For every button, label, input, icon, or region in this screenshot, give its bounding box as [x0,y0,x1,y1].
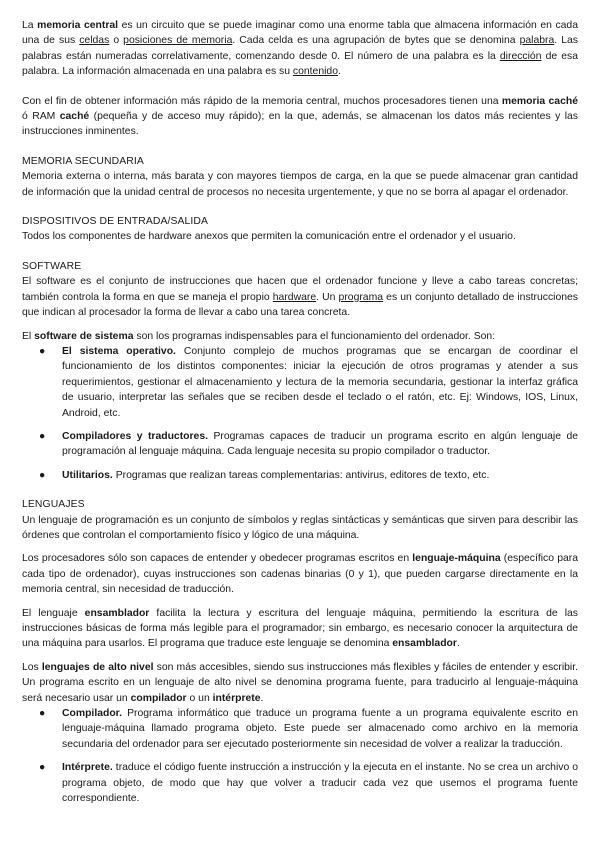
list-item-compilador [22,706,578,752]
bullet-icon: ● [39,345,46,357]
ensamblador-paragraph [22,606,578,652]
text-run: o un [186,692,213,704]
text-run: El software es el conjunto de instrucciones que hacen que el ordenador funcione y lleve a cabo tareas concretas; también controla la forma en que se maneja el propio [22,276,578,303]
text-run: (específico para cada tipo de ordenador), cuyas instrucciones son cadenas binarias (0 y 1), que pueden cargarse directamente en la memoria central, sin necesidad de traducción. [22,553,578,596]
list-item-sistema-operativo [22,344,578,421]
text-run: (pequeña y de acceso muy rápido); en la que, además, se almacenan los datos más recientes y las instrucciones inminentes. [22,111,578,138]
text-run: El [22,330,35,342]
term-interprete: intérprete [212,692,261,704]
list-item-interprete [22,760,578,806]
lenguaje-maquina-paragraph [22,551,578,597]
text-run: . [338,66,341,78]
spacer [22,543,578,551]
text-run: es un conjunto detallado de instrucciones que indican al procesador la forma de llevar a cabo una tarea concreta. [22,291,578,319]
software-sistema-list [22,344,578,483]
text-run: de esa palabra. La información almacenada en una palabra es su [22,50,578,78]
alto-nivel-list [22,706,578,806]
spacer [22,752,578,760]
term-lenguajes-alto-nivel: lenguajes de alto nivel [41,661,154,673]
software-paragraph [22,274,578,320]
text-run: Con el fin de obtener información más rápido de la memoria central, muchos procesadores tienen una [22,95,502,107]
list-item-text: Programas que realizan tareas complementarias: antivirus, editores de texto, etc. [112,469,490,481]
text-run: son los programas indispensables para el funcionamiento del ordenador. Son: [133,330,496,342]
list-item-term: Compilador. [62,708,123,720]
bullet-icon: ● [39,762,46,774]
text-run: La [22,20,38,31]
dispositivos-paragraph: Todos los componentes de hardware anexos que permiten la comunicación entre el ordenador y el usuario. [22,231,516,243]
heading-software: SOFTWARE [22,260,82,272]
heading-dispositivos: DISPOSITIVOS DE ENTRADA/SALIDA [22,216,209,228]
term-software-de-sistema: software de sistema [34,330,134,342]
bullet-icon: ● [39,430,46,442]
text-run: . Las palabras están numeradas correlativamente, comenzando desde 0. El número de una palabra es la [22,35,578,62]
alto-nivel-paragraph [22,660,578,706]
text-run: . [260,692,264,704]
list-item-text: Programa informático que traduce un programa fuente a un programa equivalente escrito en lenguaje-máquina llamado programa objeto. Este puede ser almacenado como archivo en la memoria secundaria del ordenador para ser ejecutado posteriormente sin necesidad de volver a realizar la traducción. [62,708,578,750]
text-run: . Cada celda es una agrupación de bytes que se denomina [232,35,520,47]
text-run: . Un [316,291,339,303]
memoria-cache-paragraph [22,94,578,140]
list-item-text: traduce el código fuente instrucción a instrucción y la ejecuta en el instante. No se crea un archivo o programa objeto, de modo que hay que volver a traducir cada vez que usemos el programa fuente correspondiente. [62,762,578,805]
term-cache: caché [59,111,90,123]
spacer [22,421,578,429]
term-memoria-central: memoria central [37,20,119,31]
list-item-term: Utilitarios. [62,469,113,481]
memoria-central-paragraph [22,18,578,80]
list-item-term: Compiladores y traductores. [62,430,208,442]
software-sistema-paragraph [22,329,578,344]
term-contenido: contenido [292,66,338,78]
text-run: ó RAM [22,111,60,123]
list-item-text: Programas capaces de traducir un programa escrito en algún lenguaje de programación al lenguaje máquina. Cada lenguaje necesita su propio compilador o traductor. [62,430,579,458]
bullet-icon: ● [39,708,46,720]
memoria-secundaria-paragraph: Memoria externa o interna, más barata y con mayores tiempos de carga, en la que se puede almacenar gran cantidad de información que la unidad central de procesos no necesita urgentemente, y que no se borra al apagar el ordenador. [22,171,578,198]
heading-memoria-secundaria: MEMORIA SECUNDARIA [22,155,144,167]
term-ensamblador: ensamblador [84,607,150,619]
term-ensamblador: ensamblador [392,638,457,650]
term-palabra: palabra [519,35,555,47]
text-run: facilita la lectura y escritura del lenguaje máquina, permitiendo la escritura de las instrucciones básicas de forma más legible para el programador; sin embargo, es necesario conocer la arquitectura de una máquina para usarlos. El programa que traduce este lenguaje se denomina [22,607,578,650]
list-item-term: Intérprete. [62,762,113,774]
spacer [22,80,578,94]
term-lenguaje-maquina: lenguaje-máquina [412,553,501,565]
text-run: Los [22,661,42,673]
lenguajes-paragraph: Un lenguaje de programación es un conjunto de símbolos y reglas sintácticas y semánticas que sirven para describir las órdenes que controlan el comportamiento físico y lógico de una máquina. [22,514,578,541]
text-run: Los procesadores sólo son capaces de entender y obedecer programas escritos en [22,553,413,565]
spacer [22,200,578,214]
spacer [22,245,578,259]
term-programa: programa [338,291,384,303]
text-run: El lenguaje [22,607,85,619]
text-run: son más accesibles, siendo sus instrucciones más flexibles y fáciles de entender y escribir. Un programa escrito en un lenguaje de alto nivel se denomina programa fuente, para traducirlo al lenguaje-máquina será necesario usar un [22,661,579,704]
term-memoria-cache: memoria caché [501,95,578,107]
text-run: . [456,638,460,650]
term-posiciones-de-memoria: posiciones de memoria [123,35,233,47]
list-item-compiladores [22,429,578,460]
spacer [22,321,578,329]
text-run: o [109,35,124,47]
spacer [22,598,578,606]
term-hardware: hardware [272,291,317,303]
list-item-term: El sistema operativo. [62,345,176,357]
spacer [22,460,578,468]
spacer [22,140,578,154]
spacer [22,483,578,497]
text-run: es un circuito que se puede imaginar como una enorme tabla que almacena información en cada una de sus [22,20,578,47]
list-item-utilitarios [22,468,578,483]
term-celdas: celdas [79,35,110,47]
term-direccion: dirección [499,50,542,62]
heading-lenguajes: LENGUAJES [22,499,85,511]
list-item-text: Conjunto complejo de muchos programas que se encargan de coordinar el funcionamiento de los distintos componentes: iniciar la ejecución de otros programas y atender a sus requerimientos, gestionar el almacenamiento y lectura de la memoria secundaria, gestionar la interfaz gráfica de usuario, interpretar las señales que se reciben desde el teclado o el ratón, etc. Ej: Windows, IOS, Linux, Android, etc. [62,345,578,419]
bullet-icon: ● [39,469,46,481]
spacer [22,652,578,660]
term-compilador: compilador [130,692,187,704]
